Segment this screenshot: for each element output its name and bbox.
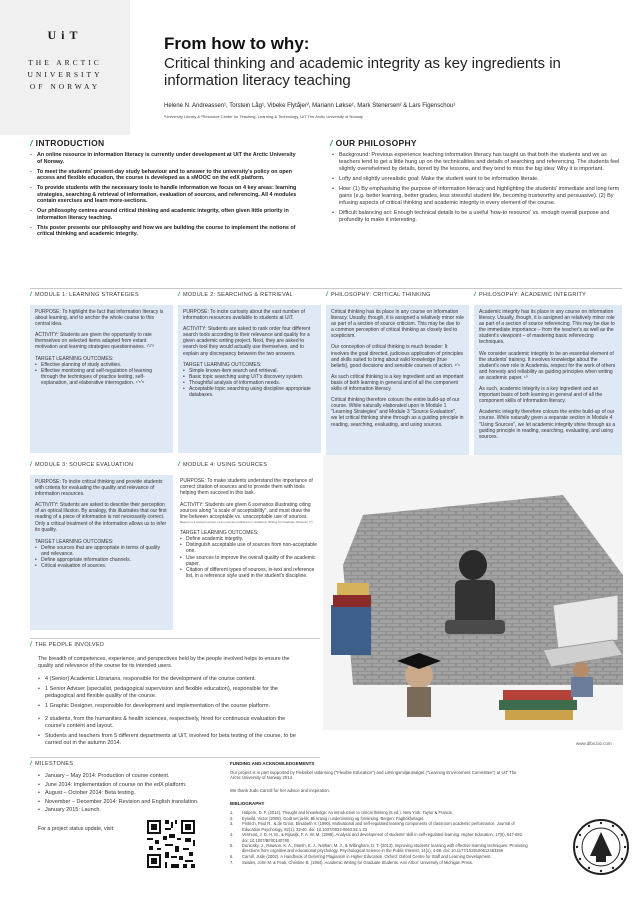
list-item: • Acceptable topic searching using discipline appropriate databases. [183,386,316,398]
logo-wordmark: UiT [47,28,83,42]
module1-outcomes [35,362,168,386]
list-item: • Define appropriate information channels. [35,557,168,563]
logo-line-3: OF NORWAY [29,82,101,91]
ack-text: Our project is in part supported by Fleksibel utdanning ("Flexible Education") and Læringsmiljøutvalget ("Learning Environment Committee") at UiT The Arctic University of Norway 2014. [230,770,517,781]
divider [30,757,320,758]
philosophy-list [332,152,622,227]
divider [30,638,320,639]
module4-activity: ACTIVITY: Students are given 6 scenarios illustrating citing sources along "a scale of acceptability", and must draw the line between acceptable vs. unacceptable use of sources. [180,501,311,521]
list-item: 6. Carroll, Jude (2002). A Handbook of Deterring Plagiarism in Higher Education. Oxford: Oxford Centre for Staff and Learning Development. [230,854,492,860]
list-item: • Difficult balancing act: Enough technical details to be a useful 'how-to resource' vs. enough overall purpose and profundity to make it interesting. [332,210,622,224]
list-item: • Background: Previous experience teaching information literacy has taught us that both the students and we as teachers tend to get a little hung up on the technicalities and details of searching and referencing. The students feel slightly overwhelmed by details, bored by the lessons, and they tend to miss the big idea: Why it is important. [332,152,622,173]
slash-marker: / [330,138,333,148]
bibliography-heading: BIBLIOGRAPHY [230,801,265,806]
list-item: 7. Swales, John M. & Feak, Christine B. (1994). Academic Writing for Graduate Students. Ann Arbor: University of Michigan Press. [230,859,474,865]
list-item: • 1 Senior Adviser (specialist, pedagogical supervision and flexible education), responsible for the pedagogical and flexible quality of the course. [38,686,306,700]
module2-outcomes [183,368,316,398]
list-item: • Lofty and slightly unrealistic goal: Make the student want to be information literate. [332,176,622,183]
list-item: • Thoughtful analysis of information needs. [183,380,316,386]
module3-activity: ACTIVITY: Students are asked to describe their perception of an optical illusion. By analogy, this illustrates that our first reading of a piece of information is not necessarily correct. Only a critical treatment of the information allows us to infer its quality. [35,502,167,533]
people-intro: The breadth of competences, experience, and perspectives held by the people involved helps to ensure the quality and relevance of the course for its intended users. [38,656,290,669]
module1-panel [30,305,173,453]
university-seal-icon [572,818,630,876]
logo-line-2: UNIVERSITY [27,70,103,79]
list-item: 3. Pintrich, Paul R., & de Groot, Elisabeth V. (1990). Motivational and self-regulated learning components of classroom academic performance. Journal of Education Psychology, 82(1), 33-40. doi: 10.1037/0022-0663.82.1.33 [230,821,515,832]
module2-heading: / MODULE 2: SEARCHING & RETRIEVAL [178,292,294,298]
people-heading: / THE PEOPLE INVOLVED [30,642,105,648]
list-item: • Define academic integrity. [180,536,319,542]
philosophy-heading: / OUR PHILOSOPHY [330,138,417,148]
phil-critical-para: Critical thinking therefore colours the entire build-up of our course. While naturally elaborated upon in Module 1 "Learning Strategies" and Module 3 "Source Evaluation", we let critical thinking shine through as a guiding principle in reading, searching, evaluating, and using sources. [331,397,464,428]
module1-heading: / MODULE 1: LEARNING STRATEGIES [30,292,139,298]
list-item: 2. Eynvild, Victor (2008). Godt vet ja-kk: Bli kravig i undervisning og forelesing. Bergen: Fagbokforlaget. [230,815,425,821]
people-list-2 [38,716,306,750]
people-list [38,676,306,713]
collage-illustration [323,455,623,730]
module4-outcomes [180,536,319,579]
phil-integrity-para: As such, academic integrity is a key ingredient and an important basis of both learning in general and of all the component skills of information literacy. [479,386,603,405]
phil-integrity-heading: / PHILOSOPHY: ACADEMIC INTEGRITY [474,292,587,298]
module2-activity: ACTIVITY: Students are asked to rank order four different search tools according to their relevance and quality for a given academic writing project. Next, they are asked to search tool they would actually use themselves, and to explain any discrepancy between the two answers. [183,326,311,357]
phil-critical-para: As such critical thinking is a key ingredient and an important basis of both learning in general and of all the component skills of information literacy. [331,373,464,393]
phil-critical-heading: / PHILOSOPHY: CRITICAL THINKING [326,292,431,298]
seal-graphic [572,818,630,876]
list-item: • January 2015: Launch. [38,807,306,814]
intro-heading: / INTRODUCTION [30,138,105,148]
module3-outcomes [35,545,168,569]
module4-outcomes-title: TARGET LEARNING OUTCOMES: [180,529,259,536]
module4-heading: / MODULE 4: USING SOURCES [178,462,268,468]
phil-critical-para: Our conception of critical thinking is much broader: It involves the goal directed, judicious application of principles and skills suited to bring about valid knowledge (true beliefs), good decisions and sensible courses of action. ⁸ʼ⁹ [331,344,464,369]
list-item: • 2 students, from the humanities & health sciences, respectively, hired for continuous evaluation the course's content and layout. [38,716,306,730]
module4-panel [178,475,321,630]
module3-panel [30,475,173,630]
poster-subtitle: Critical thinking and academic integrity as key ingredients in information literacy teaching [164,55,561,89]
list-item: 4. Vermunt, J. D. H. M., & Rijswijk, F. A. W. M. (1988). Analysis and development of students' skill in self-regulated learning. Higher Education, 17(6), 647-682. doi: 10.1007/BF00140780 [230,832,524,843]
module4-purpose: PURPOSE: To make students understand the importance of correct citation of sources and to provide them with tools helping them succeed in this task. [180,478,313,497]
list-item: - To meet the students' present-day study behaviour and to answer to the university's policy on open access and flexible education, the course is developed as a sMOOC on the edX platform. [30,169,300,182]
list-item: • August – October 2014: Beta testing. [38,790,306,797]
phil-integrity-para: Academic integrity has its place in any course on information literacy. Usually, though, it is assigned an relatively minor role as part of a section of source referencing. This may be due to the immediate importance – from the teacher's as well as the student's viewpoint – of mastering basic referencing techniques. [479,309,615,346]
list-item: • Basic topic searching using UiT's discovery system. [183,374,316,380]
bibliography-list [230,810,530,866]
list-item: • Students and teachers from 5 different departments at UiT, involved for beta testing of the course, to be carried out in the autumn 2014. [38,733,306,747]
phil-critical-para: Critical thinking has its place in any course on information literacy. Usually, though, it is assigned a relatively minor role as part of a section of source criticism. This may be due to a common perception of critical thinking as closely tied to scepticism. [331,309,464,340]
list-item: • 4 (Senior) Academic Librarians, responsible for the development of the course content. [38,676,306,683]
list-item: 5. Dunlosky, J., Rawson, K. A., Marsh, E. J., Nathan, M. J., & Willingham, D. T. (2013). Improving students' learning with effective learning techniques: Promising directions from cognitive and educational psychology. Psychological Science in the Public Interest, 14(1), 4-58. doi: 10.1177/1529100612453266 [230,843,528,854]
list-item: - Our philosophy centres around critical thinking and academic integrity, often given little priority in information literacy teaching. [30,208,300,221]
module3-purpose: PURPOSE: To incite critical thinking and provide students with criteria for evaluating the quality and relevance of information resources. [35,479,163,498]
module3-heading: / MODULE 3: SOURCE EVALUATION [30,462,134,468]
poster-title: From how to why: [164,34,310,53]
photo-credit: www.dibs.biz.com [576,741,612,746]
qr-code-icon [145,818,197,870]
list-item: • Critical evaluation of sources. [35,563,168,569]
module2-panel [178,305,321,453]
module4-activity-note: Based on a revised version of an exercise published in 'Academic Writing for Graduate Students' (7) [180,520,313,525]
list-item: - An online resource in information literacy is currently under development at UiT the Arctic University of Norway. [30,152,300,165]
ack-heading: FUNDING AND ACKNOWLEDGEMENTS [230,761,315,766]
list-item: • 1 Graphic Designer, responsible for development and implementation of the course platform. [38,703,306,710]
list-item: - This poster presents our philosophy and how we are building the course to implement the notions of critical thinking and academic integrity. [30,225,300,238]
authors-line: Helene N. Andreassen¹, Torstein Låg¹, Vibeke Flytåjer², Mariann Løkse¹, Mark Stenersen² & Lars Figenschou¹ [164,103,456,109]
module3-outcomes-title: TARGET LEARNING OUTCOMES: [35,538,114,545]
phil-integrity-para: Academic integrity therefore colours the entire build-up of our course. While naturally given a separate section in Module 4 "Using Sources", we let academic integrity shine through as a guiding principle in reading, searching, evaluating, and using sources. [479,409,616,440]
module1-outcomes-title: TARGET LEARNING OUTCOMES: [35,355,114,362]
list-item: • Distinguish acceptable use of sources from non-acceptable one. [180,542,319,554]
module1-purpose: PURPOSE: To highlight the fact that information literacy is about learning, and to anchor the whole course to this central idea. [35,309,164,328]
students-collage-image [323,455,623,730]
module2-purpose: PURPOSE: To incite curiosity about the vast number of information resources available to students at UiT. [183,309,305,322]
list-item: - To provide students with the necessary tools to handle information we focus on 4 key areas: learning strategies, searching & retrieval of information, evaluation of sources, and referencing. All 4 modules contain exercises and learn more-sections. [30,185,300,205]
list-item: • January – May 2014: Production of course content. [38,773,306,780]
slash-marker: / [30,138,33,148]
affiliations-line: ¹University Library & ²Resource Center for Teaching, Learning & Technology, UiT The Arctic University of Norway [164,114,364,119]
ack-thanks: We thank Jude Carroll for her advice and inspiration. [230,788,330,793]
status-text: For a project status update, visit: [38,826,115,832]
list-item: 1. Halpern, D. F. (2014). Thought and knowledge: An introduction to critical thinking (5 ed.). New York: Taylor & Francis. [230,810,454,815]
divider [30,288,622,289]
list-item: • Citation of different types of sources, in-text and reference list, in a reference style used in the student's discipline. [180,567,319,579]
list-item: • How: (1) By emphasising the purpose of information literacy and highlighting the students' immediate and long term gains (e.g. better learning, better grades, less stressful student life, becoming trustworthy and persuasive). (2) By infusing aspects of critical thinking and academic integrity in every element of the course. [332,186,622,207]
list-item: • Use sources to improve the overall quality of the academic paper. [180,555,319,567]
logo-panel [0,0,130,135]
phil-integrity-para: We consider academic integrity to be an essential element of the students' training. It involves knowledge about the student's own role in Academia, respect for the work of others and honesty and reliability as guiding principles when writing an academic paper. ¹⁰ [479,350,616,381]
module1-activity: ACTIVITY: Students are given the opportunity to rate themselves on selected items adapted from extant motivation and learning strategies questionnaires. ¹ʼ²ʼ³ [35,332,154,351]
list-item: • Define sources that are appropriate in terms of quality and relevance. [35,545,168,557]
logo-line-1: THE ARCTIC [28,58,102,67]
milestones-heading: / MILESTONES [30,761,74,767]
list-item: • Simple known-item search and retrieval. [183,368,316,374]
qr-code[interactable] [145,818,197,870]
intro-list [30,152,300,241]
list-item: • November – December 2014: Revision and English translation. [38,799,306,806]
list-item: • June 2014: Implementation of course on the edX platform. [38,782,306,789]
module2-outcomes-title: TARGET LEARNING OUTCOMES: [183,361,262,368]
list-item: • Effective monitoring and self-regulation of learning through the techniques of practice testing, self-explanation, and elaborative interrogation. ⁴ʼ⁵ʼ⁶ [35,368,168,386]
list-item: • Effective planning of study activities. [35,362,168,368]
